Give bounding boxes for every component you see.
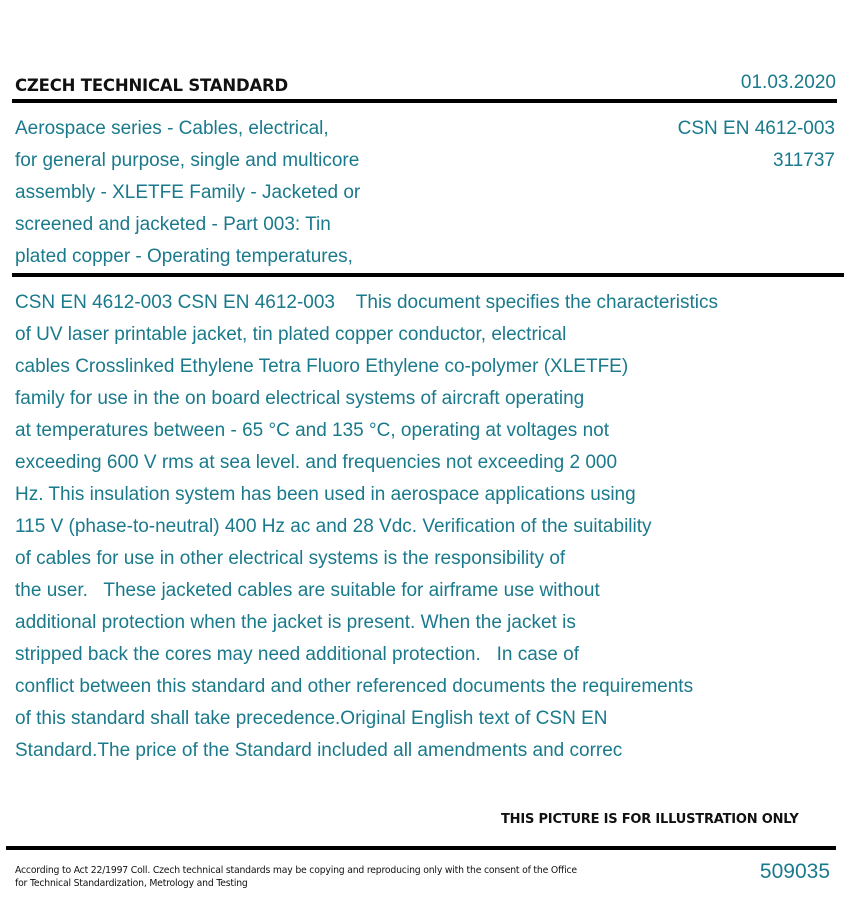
legal-notice-line: for Technical Standardization, Metrology and Testing: [15, 878, 248, 889]
abstract-line: of UV laser printable jacket, tin plated copper conductor, electrical: [15, 324, 567, 345]
standard-identifiers: [678, 113, 835, 177]
abstract-line: at temperatures between - 65 °C and 135 °C, operating at voltages not: [15, 420, 610, 441]
abstract-line: cables Crosslinked Ethylene Tetra Fluoro Ethylene co-polymer (XLETFE): [15, 356, 629, 377]
abstract-line: exceeding 600 V rms at sea level. and frequencies not exceeding 2 000: [15, 452, 618, 473]
abstract-line: Hz. This insulation system has been used in aerospace applications using: [15, 484, 636, 505]
standard-title: [15, 113, 435, 273]
document-type-heading: CZECH TECHNICAL STANDARD: [15, 76, 289, 95]
abstract-line: of cables for use in other electrical systems is the responsibility of: [15, 548, 566, 569]
abstract-line: additional protection when the jacket is present. When the jacket is: [15, 612, 576, 633]
standard-number: 311737: [773, 150, 835, 171]
title-divider: [12, 273, 844, 277]
publication-date: 01.03.2020: [740, 72, 836, 93]
illustration-disclaimer: THIS PICTURE IS FOR ILLUSTRATION ONLY: [501, 812, 799, 827]
standard-title-line: assembly - XLETFE Family - Jacketed or: [15, 182, 361, 203]
footer-divider: [6, 846, 836, 850]
abstract-line: of this standard shall take precedence.Original English text of CSN EN: [15, 708, 608, 729]
standard-code: CSN EN 4612-003: [677, 118, 835, 139]
abstract-line: 115 V (phase-to-neutral) 400 Hz ac and 28 Vdc. Verification of the suitability: [15, 516, 652, 537]
standard-abstract: [15, 287, 845, 767]
standard-title-line: plated copper - Operating temperatures,: [15, 246, 353, 267]
abstract-line: stripped back the cores may need additional protection. In case of: [15, 644, 579, 665]
abstract-line: conflict between this standard and other referenced documents the requirements: [15, 676, 694, 697]
header-divider: [12, 99, 837, 103]
standard-title-line: for general purpose, single and multicore: [15, 150, 360, 171]
abstract-line: the user. These jacketed cables are suitable for airframe use without: [15, 580, 600, 601]
abstract-line: CSN EN 4612-003 CSN EN 4612-003 This document specifies the characteristics: [15, 292, 718, 313]
legal-notice-line: According to Act 22/1997 Coll. Czech technical standards may be copying and reproducing only with the consent of the Office: [15, 865, 577, 876]
standard-title-line: screened and jacketed - Part 003: Tin: [15, 214, 331, 235]
abstract-line: Standard.The price of the Standard included all amendments and correc: [15, 740, 623, 761]
standard-title-line: Aerospace series - Cables, electrical,: [15, 118, 329, 139]
abstract-line: family for use in the on board electrical systems of aircraft operating: [15, 388, 585, 409]
catalog-id: 509035: [759, 860, 830, 883]
legal-notice: [15, 864, 615, 890]
